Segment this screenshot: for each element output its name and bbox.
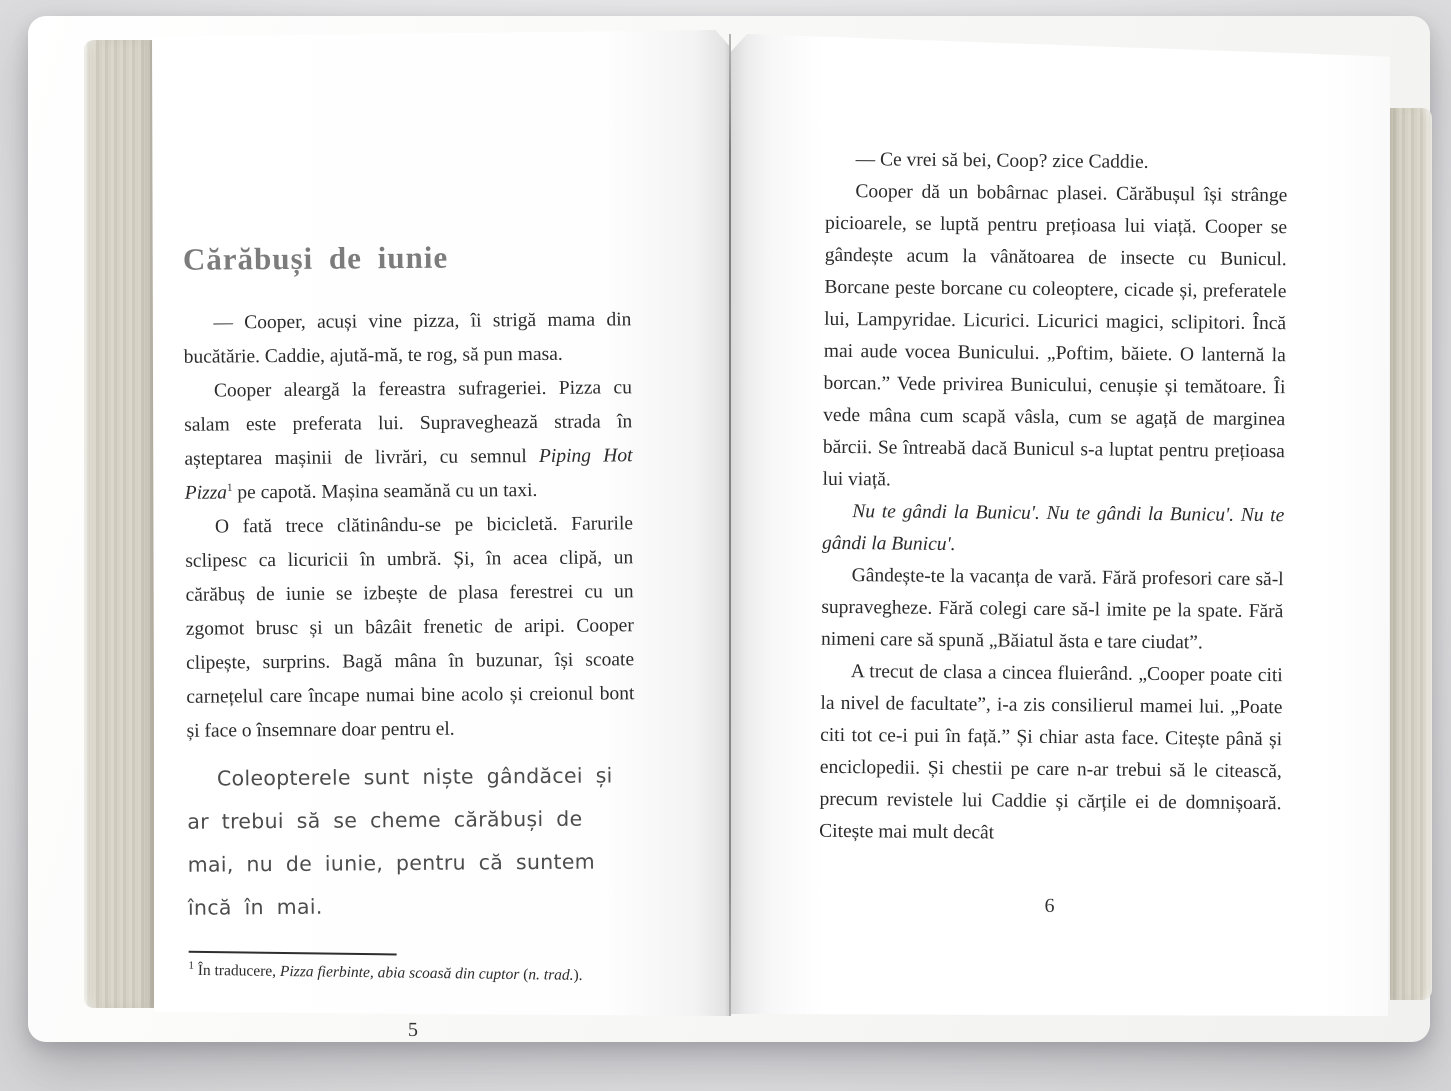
paragraph-italic-thought: Nu te gândi la Bunicu'. Nu te gândi la Bunicu'. Nu te gândi la Bunicu'. [821,501,1285,556]
paragraph: A trecut de clasa a cincea fluierând. „Cooper poate citi la nivel de facultate”, i-a zis consilierul mamei lui. „Poate citi tot ce-i pui în față.” Și chiar asta face. Citește până și enciclopedii. Și chestii pe care n-ar trebui să le citească, precum revistele lui Caddie și cărțile ei de domnișoară. Citește mai mult decât [819,661,1283,844]
paragraph-dialogue: — Ce vrei să bei, Coop? zice Caddie. [855,149,1149,173]
footnote-rule [189,950,397,955]
inline-italic-translation: Pizza fierbinte, abia scoasă din cuptor [279,962,520,983]
footnote-marker: 1 [188,959,195,972]
footnote-marker: 1 [226,481,233,494]
book-spine-gutter [729,34,731,1016]
page-fore-edge-left [84,40,154,1008]
paragraph-text: Cooper aleargă la fereastra sufrageriei. Pizza cu salam este preferata lui. Supraveghează strada în așteptarea mașinii de livrări, cu semnul [184,377,633,470]
paragraph-text: pe capotă. Mașina seamănă cu un taxi. [232,479,538,504]
paragraph: Gândește-te la vacanța de vară. Fără profesori care să-l supravegheze. Fără colegi care să-l imite pe la spate. Fără nimeni care să spună „Băiatul ăsta e tare ciudat”. [820,565,1284,654]
paragraph [184,371,633,511]
paragraph: Cooper dă un bobârnac plasei. Cărăbușul își strânge picioarele, se luptă pentru prețioasa lui viață. Cooper se gândește acum la vânătoarea de insecte cu Bunicul. Borcane peste borcane cu coleoptere, cicade și, preferatele lui, Lampyridae. Licurici. Licurici magici, sclipitori. Încă mai aude vocea Bunicului. „Poftim, băiete. O lanternă la borcan.” Vede privirea Bunicului, cenușie și temătoare. Îi vede mâna cum scapă vâsla, cum se agață de marginea bărcii. Se întreabă dacă Bunicul s-a luptat pentru prețioasa lui viață. [822,181,1288,491]
footnote-text: ( [519,965,529,983]
footnote-text: ). [573,966,583,984]
paragraph-dialogue: — Cooper, acuși vine pizza, îi strigă mama din bucătărie. Caddie, ajută-mă, te rog, să pun masa. [183,309,632,368]
inline-italic-pizza-sign: Piping Hot Pizza [184,445,633,504]
handwritten-annotation: Coleopterele sunt niște gândăcei și ar trebui să se cheme cărăbuși de mai, nu de iunie, pentru că suntem încă în mai. [187,763,613,920]
footnote [188,959,636,986]
inline-italic-ntrad: n. trad. [528,965,574,984]
page-fore-edge-right [1390,108,1432,1000]
paragraph: O fată trece clătinându-se pe bicicletă. Farurile sclipesc ca licuricii în umbră. Și, în acea clipă, un cărăbuș de iunie se izbește de plasa ferestrei cu un zgomot brusc și un bâzâit frenetic de aripi. Cooper clipește, surprins. Bagă mâna în buzunar, își scoate carnețelul care încape numai bine acolo și creionul bont și face o însemnare doar pentru el. [185,513,635,742]
chapter-title: Cărăbuși de iunie [182,239,449,277]
right-page-text-column [818,144,1288,944]
footnote-text: În traducere, [193,961,281,980]
page-number-right: 6 [1044,894,1055,918]
left-page-text-column [183,236,637,1068]
footnote-block [188,950,636,986]
page-number-left: 5 [407,1018,419,1041]
